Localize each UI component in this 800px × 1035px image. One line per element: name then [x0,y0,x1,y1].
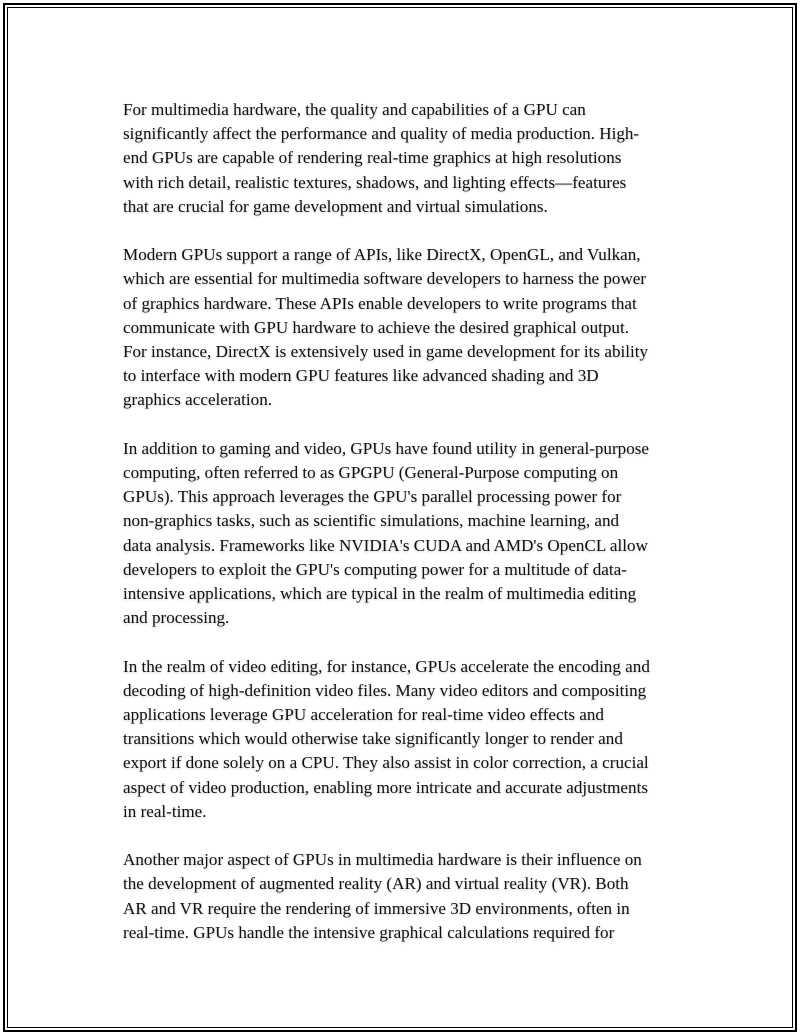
text-line: applications leverage GPU acceleration for real-time video effects and [123,705,604,725]
text-line: intensive applications, which are typical in the realm of multimedia editing [123,584,637,604]
text-line: and processing. [123,608,230,628]
body-text [123,98,693,969]
text-line: the development of augmented reality (AR) and virtual reality (VR). Both [123,874,629,894]
text-line: which are essential for multimedia software developers to harness the power [123,269,647,289]
text-line: to interface with modern GPU features like advanced shading and 3D [123,366,599,386]
text-line: significantly affect the performance and quality of media production. High- [123,124,640,144]
text-line: In the realm of video editing, for instance, GPUs accelerate the encoding and [123,656,650,676]
text-line: For multimedia hardware, the quality and capabilities of a GPU can [123,100,586,119]
page-border [3,3,797,1032]
paragraph-multimedia-hardware [123,98,693,219]
text-line: computing, often referred to as GPGPU (General-Purpose computing on [123,463,619,483]
text-line: communicate with GPU hardware to achieve the desired graphical output. [123,317,629,337]
text-line: Another major aspect of GPUs in multimedia hardware is their influence on [123,850,642,870]
text-line: of graphics hardware. These APIs enable developers to write programs that [123,293,637,313]
text-line: In addition to gaming and video, GPUs have found utility in general-purpose [123,438,650,458]
text-line: real-time. GPUs handle the intensive graphical calculations required for [123,922,615,942]
paragraph-gpgpu [123,437,693,631]
text-line: that are crucial for game development and virtual simulations. [123,196,548,216]
text-line: graphics acceleration. [123,390,273,410]
text-line: developers to exploit the GPU's computing power for a multitude of data- [123,559,627,579]
paragraph-ar-vr [123,848,693,945]
text-line: decoding of high-definition video files. Many video editors and compositing [123,680,647,700]
text-line: end GPUs are capable of rendering real-time graphics at high resolutions [123,148,622,168]
text-line: in real-time. [123,801,207,821]
text-line: export if done solely on a CPU. They also assist in color correction, a crucial [123,753,649,773]
paragraph-apis [123,243,693,412]
text-line: aspect of video production, enabling more intricate and accurate adjustments [123,777,648,797]
text-line: data analysis. Frameworks like NVIDIA's CUDA and AMD's OpenCL allow [123,535,648,555]
text-line: non-graphics tasks, such as scientific simulations, machine learning, and [123,511,620,531]
paragraph-video-editing [123,655,693,824]
text-line: transitions which would otherwise take significantly longer to render and [123,729,623,749]
text-line: GPUs). This approach leverages the GPU's parallel processing power for [123,487,622,507]
text-line: with rich detail, realistic textures, shadows, and lighting effects—features [123,172,627,192]
text-line: Modern GPUs support a range of APIs, like DirectX, OpenGL, and Vulkan, [123,245,641,265]
text-line: AR and VR require the rendering of immersive 3D environments, often in [123,898,630,918]
text-line: For instance, DirectX is extensively used in game development for its ability [123,342,649,362]
